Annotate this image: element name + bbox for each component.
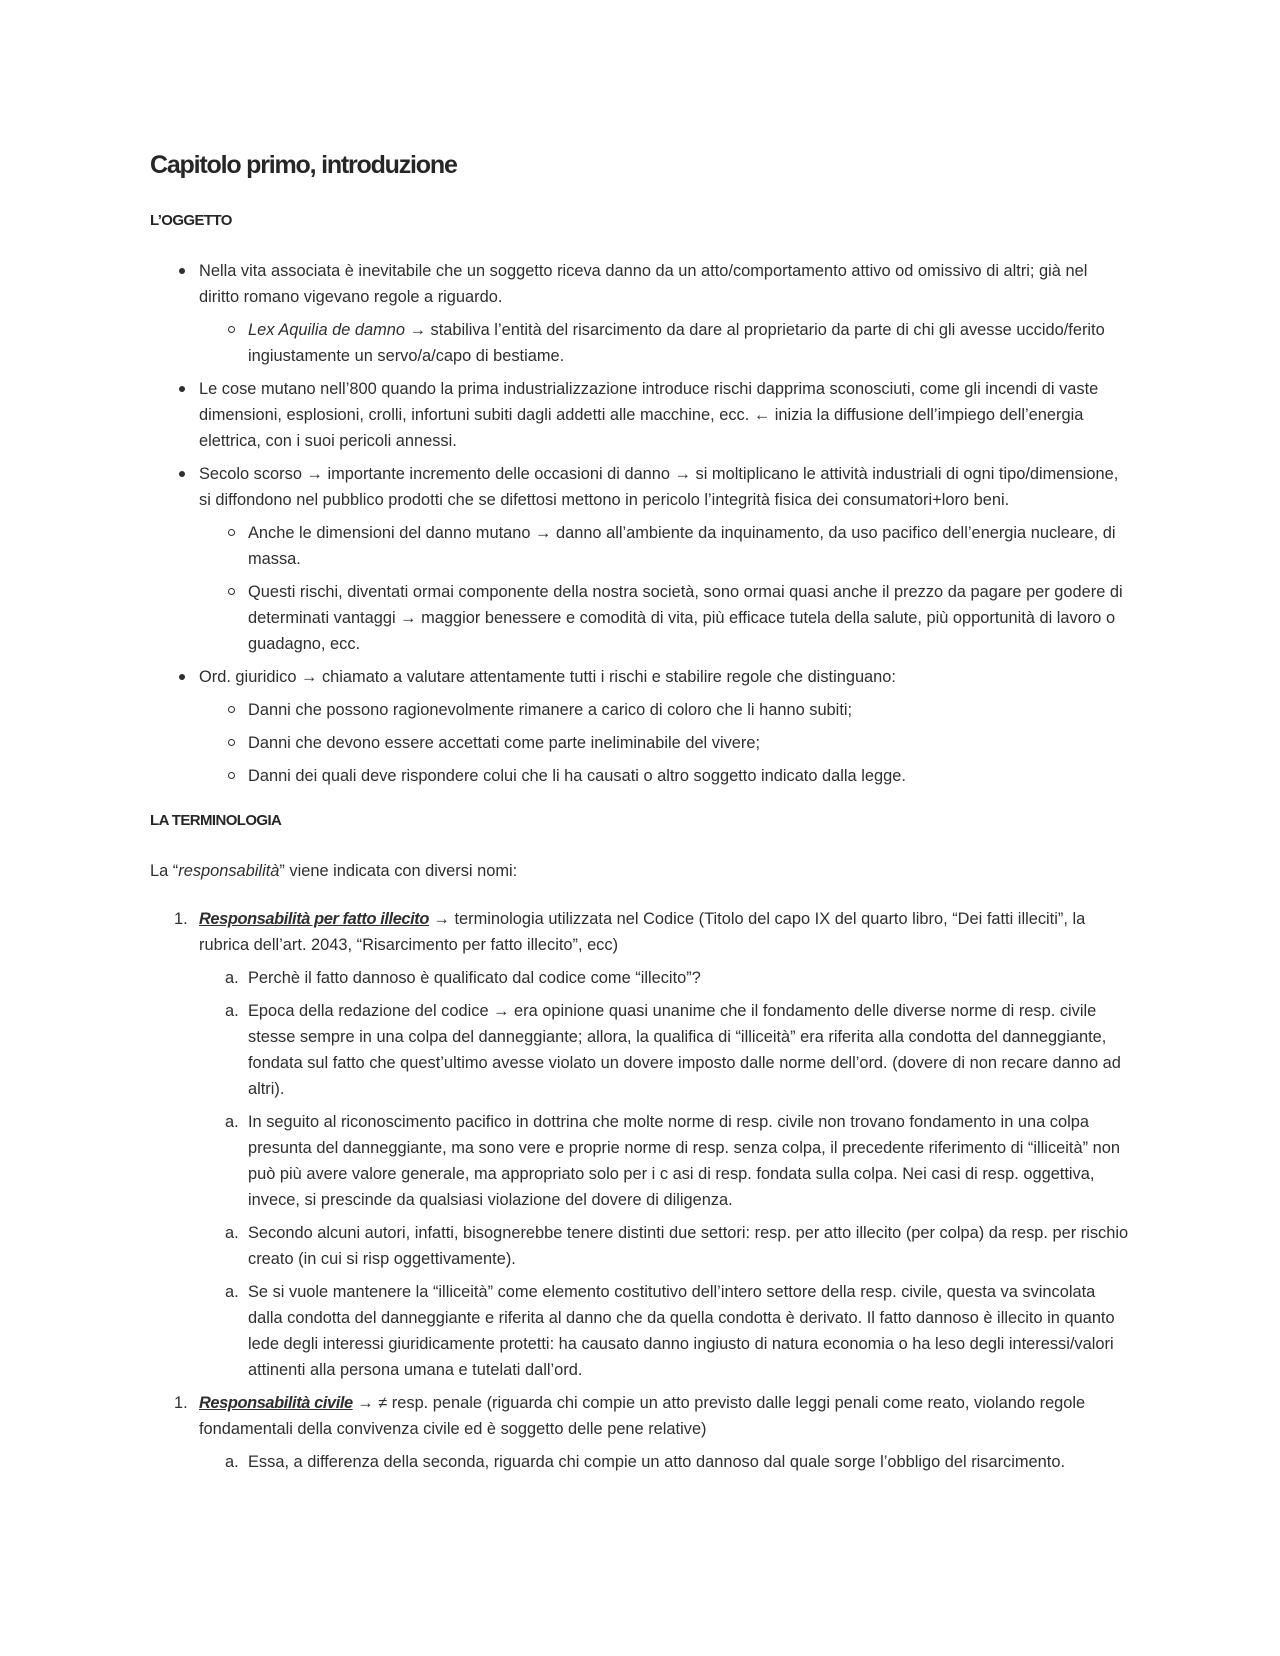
section-heading-oggetto: L’OGGETTO	[150, 212, 232, 229]
terminologia-intro: La “responsabilità” viene indicata con diversi nomi:	[150, 862, 518, 880]
list-item: Nella vita associata è inevitabile che un soggetto riceva danno da un atto/comportamento attivo od omissivo di altri; già nel diritto romano vigevano regole a riguardo. Lex Aquilia de damno → stabiliva l’entità del risarcimento da dare al proprietario da parte di chi gli avesse uccido/ferito ingiustamente un servo/a/capo di bestiame.	[150, 258, 1130, 369]
list-item: Le cose mutano nell’800 quando la prima industrializzazione introduce rischi dapprima sconosciuti, come gli incendi di vaste dimensioni, esplosioni, crolli, infortuni subiti dagli addetti alle macchine, ecc. ← inizia la diffusione dell’impiego dell’energia elettrica, con i suoi pericoli annessi.	[150, 376, 1130, 454]
bullet-icon	[179, 386, 185, 392]
document-page	[150, 148, 1130, 1482]
term-responsabilita-civile: Responsabilità civile	[199, 1394, 353, 1412]
list-item: Questi rischi, diventati ormai componente della nostra società, sono ormai quasi anche il prezzo da pagare per godere di determinati vantaggi → maggior benessere e comodità di vita, più efficace tutela della salute, più opportunità di lavoro o guadagno, ecc.	[199, 579, 1130, 657]
list-item: a. Perchè il fatto dannoso è qualificato dal codice come “illecito”?	[199, 965, 1130, 991]
list-item: 1. Responsabilità civile → ≠ resp. penale (riguarda chi compie un atto previsto dalle leggi penali come reato, violando regole fondamentali della convivenza civile ed è soggetto delle pene relative) a. Essa, a differenza della seconda, riguarda chi compie un atto dannoso dal quale sorge l’obbligo del risarcimento.	[150, 1390, 1130, 1475]
list-letter: a.	[225, 969, 239, 987]
circle-bullet-icon	[228, 706, 235, 713]
oggetto-bullet-list	[150, 258, 1130, 789]
emphasis-text: Lex Aquilia de damno	[248, 321, 406, 339]
list-letter: a.	[225, 1453, 239, 1471]
bullet-icon	[179, 471, 185, 477]
circle-bullet-icon	[228, 772, 235, 779]
list-item: Danni dei quali deve rispondere colui che li ha causati o altro soggetto indicato dalla legge.	[199, 763, 1130, 789]
list-letter: a.	[225, 1283, 239, 1301]
list-item: Danni che devono essere accettati come parte ineliminabile del vivere;	[199, 730, 1130, 756]
terminologia-numbered-list	[150, 906, 1130, 1475]
circle-bullet-icon	[228, 529, 235, 536]
circle-bullet-icon	[228, 739, 235, 746]
circle-bullet-icon	[228, 326, 235, 333]
bullet-icon	[179, 268, 185, 274]
list-item: Ord. giuridico → chiamato a valutare attentamente tutti i rischi e stabilire regole che distinguano: Danni che possono ragionevolmente rimanere a carico di coloro che li hanno subiti; Danni che devono essere accettati come parte ineliminabile del vivere; Danni dei quali deve rispondere colui che li ha causati o altro soggetto indicato dalla legge.	[150, 664, 1130, 789]
bullet-icon	[179, 674, 185, 680]
list-number: 1.	[174, 1394, 188, 1412]
list-letter: a.	[225, 1002, 239, 1020]
page-title: Capitolo primo, introduzione	[150, 151, 457, 179]
list-item: Secolo scorso → importante incremento delle occasioni di danno → si moltiplicano le attività industriali di ogni tipo/dimensione, si diffondono nel pubblico prodotti che se difettosi mettono in pericolo l’integrità fisica dei consumatori+loro beni. Anche le dimensioni del danno mutano → danno all’ambiente da inquinamento, da uso pacifico dell’energia nucleare, di massa. Questi rischi, diventati ormai componente della nostra società, sono ormai quasi anche il prezzo da pagare per godere di determinati vantaggi → maggior benessere e comodità di vita, più efficace tutela della salute, più opportunità di lavoro o guadagno, ecc.	[150, 461, 1130, 657]
list-item: a. Epoca della redazione del codice → era opinione quasi unanime che il fondamento delle diverse norme di resp. civile stesse sempre in una colpa del danneggiante; allora, la qualifica di “illiceità” era riferita alla condotta del danneggiante, fondata sul fatto che quest’ultimo avesse violato un dovere imposto dalle norme dell’ord. (dovere di non recare danno ad altri).	[199, 998, 1130, 1102]
list-item: a. In seguito al riconoscimento pacifico in dottrina che molte norme di resp. civile non trovano fondamento in una colpa presunta del danneggiante, ma sono vere e proprie norme di resp. senza colpa, il precedente riferimento di “illiceità” non può più avere valore generale, ma appropriato solo per i c asi di resp. fondata sulla colpa. Nei casi di resp. oggettiva, invece, si prescinde da qualsiasi violazione del dovere di diligenza.	[199, 1109, 1130, 1213]
list-item: 1. Responsabilità per fatto illecito → terminologia utilizzata nel Codice (Titolo del capo IX del quarto libro, “Dei fatti illeciti”, la rubrica dell’art. 2043, “Risarcimento per fatto illecito”, ecc) a. Perchè il fatto dannoso è qualificato dal codice come “illecito”? a. Epoca della redazione del codice → era opinione quasi unanime che il fondamento delle diverse norme di resp. civile stesse sempre in una colpa del danneggiante; allora, la qualifica di “illiceità” era riferita alla condotta del danneggiante, fondata sul fatto che quest’ultimo avesse violato un dovere imposto dalle norme dell’ord. (dovere di non recare danno ad altri). a. In seguito al riconoscimento pacifico in dottrina che molte norme di resp. civile non trovano fondamento in una colpa presunta del danneggiante, ma sono vere e proprie norme di resp. senza colpa, il precedente riferimento di “illiceità” non può più avere valore generale, ma appropriato solo per i c asi di resp. fondata sulla colpa. Nei casi di resp. oggettiva, invece, si prescinde da qualsiasi violazione del dovere di diligenza. a. Secondo alcuni autori, infatti, bisognerebbe tenere distinti due settori: resp. per atto illecito (per colpa) da resp. per rischio creato (in cui si risp oggettivamente). a. Se si vuole mantenere la “illiceità” come elemento costitutivo dell’intero settore della resp. civile, questa va svincolata dalla condotta del danneggiante e riferita al danno che da quella condotta è derivato. Il fatto dannoso è illecito in quanto lede degli interessi giuridicamente protetti: ha causato danno ingiusto di natura economia o ha leso degli interessi/valori attinenti alla persona umana e tutelati dall’ord.	[150, 906, 1130, 1383]
list-item: a. Essa, a differenza della seconda, riguarda chi compie un atto dannoso dal quale sorge l’obbligo del risarcimento.	[199, 1449, 1130, 1475]
list-item: a. Se si vuole mantenere la “illiceità” come elemento costitutivo dell’intero settore della resp. civile, questa va svincolata dalla condotta del danneggiante e riferita al danno che da quella condotta è derivato. Il fatto dannoso è illecito in quanto lede degli interessi giuridicamente protetti: ha causato danno ingiusto di natura economia o ha leso degli interessi/valori attinenti alla persona umana e tutelati dall’ord.	[199, 1279, 1130, 1383]
list-letter: a.	[225, 1113, 239, 1131]
list-letter: a.	[225, 1224, 239, 1242]
list-item: Danni che possono ragionevolmente rimanere a carico di coloro che li hanno subiti;	[199, 697, 1130, 723]
circle-bullet-icon	[228, 588, 235, 595]
list-item: Lex Aquilia de damno → stabiliva l’entità del risarcimento da dare al proprietario da parte di chi gli avesse uccido/ferito ingiustamente un servo/a/capo di bestiame.	[199, 317, 1130, 369]
list-item: a. Secondo alcuni autori, infatti, bisognerebbe tenere distinti due settori: resp. per atto illecito (per colpa) da resp. per rischio creato (in cui si risp oggettivamente).	[199, 1220, 1130, 1272]
section-heading-terminologia: LA TERMINOLOGIA	[150, 812, 282, 829]
list-item: Anche le dimensioni del danno mutano → danno all’ambiente da inquinamento, da uso pacifico dell’energia nucleare, di massa.	[199, 520, 1130, 572]
term-responsabilita-fatto-illecito: Responsabilità per fatto illecito	[199, 910, 429, 928]
list-number: 1.	[174, 910, 188, 928]
